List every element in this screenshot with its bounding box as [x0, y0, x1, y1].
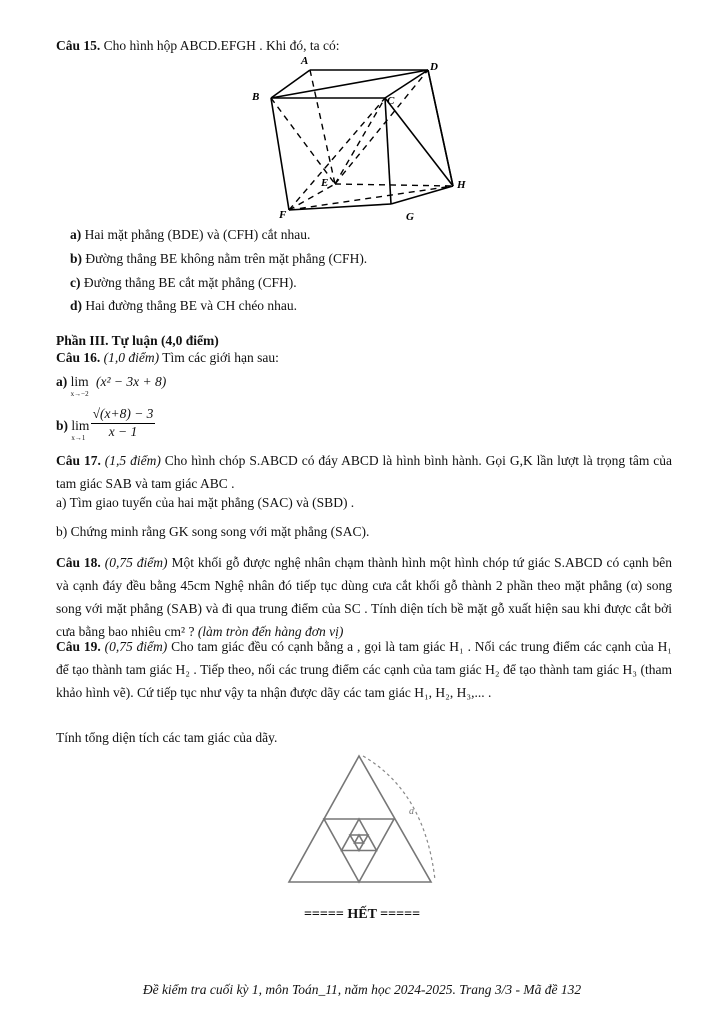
page-footer: Đề kiểm tra cuối kỳ 1, môn Toán_11, năm học 2024-2025. Trang 3/3 - Mã đề 132 — [142, 982, 582, 997]
label-G: G — [406, 211, 414, 223]
q16b-lim-sub: x→1 — [71, 434, 86, 442]
q19-ask: Tính tổng diện tích các tam giác của dãy. — [56, 730, 278, 745]
label-D: D — [430, 61, 438, 73]
q15-option-c: c) Đường thẳng BE cắt mặt phẳng (CFH). — [70, 275, 297, 290]
parallelepiped-figure — [245, 52, 475, 224]
q16a-expr: (x² − 3x + 8) — [96, 374, 167, 389]
q16b-lim: lim — [71, 418, 90, 433]
q16-part-b: b) lim x→1 — [56, 418, 90, 442]
q15-title: Câu 15. — [56, 38, 101, 53]
q15-option-b: b) Đường thẳng BE không nằm trên mặt phẳng (CFH). — [70, 251, 368, 266]
q15-option-d: d) Hai đường thẳng BE và CH chéo nhau. — [70, 298, 298, 313]
q16b-fraction — [91, 406, 155, 440]
q16-part-a: a) lim x→−2 (x² − 3x + 8) — [56, 374, 167, 398]
q15-option-a: a) Hai mặt phẳng (BDE) và (CFH) cắt nhau. — [70, 227, 311, 242]
nested-triangles-figure — [285, 752, 445, 888]
label-E: E — [321, 177, 329, 189]
q19-stem: Câu 19. (0,75 điểm) Cho tam giác đều có cạnh bằng a , gọi là tam giác H₁ . Nối các trung điểm các cạnh của H₁ để tạo thành tam giác H₂ . Tiếp theo, nối các trung điểm các cạnh của tam giác H₂ để tạo thành tam giác H₃ (tham khảo hình vẽ). Cứ tiếp tục như vậy ta nhận được dãy các tam giác H₁, H₂, H₃,... . — [56, 639, 673, 700]
q17-stem: Câu 17. (1,5 điểm) Cho hình chóp S.ABCD có đáy ABCD là hình bình hành. Gọi G,K lần lượt là trọng tâm của tam giác SAB và tam giác ABC . — [56, 453, 673, 491]
q16-stem: Câu 16. (1,0 điểm) Tìm các giới hạn sau: — [56, 350, 279, 365]
q18-note: (làm tròn đến hàng đơn vị) — [197, 624, 344, 639]
label-B: B — [252, 91, 260, 103]
q17-part-b: b) Chứng minh rằng GK song song với mặt phẳng (SAC). — [56, 524, 370, 539]
label-H: H — [457, 179, 466, 191]
q16b-denominator: x − 1 — [108, 424, 138, 439]
end-marker: ===== HẾT ===== — [303, 907, 421, 922]
label-F: F — [279, 209, 287, 221]
label-C: C — [387, 95, 395, 107]
q15-text: Cho hình hộp ABCD.EFGH . Khi đó, ta có: — [103, 38, 340, 53]
q17-part-a: a) Tìm giao tuyến của hai mặt phẳng (SAC) và (SBD) . — [56, 495, 355, 510]
label-A: A — [301, 55, 309, 67]
part3-title: Phần III. Tự luận (4,0 điểm) — [56, 333, 219, 348]
q19-fig-label: a — [409, 806, 414, 817]
q16b-numerator: √(x+8) − 3 — [91, 406, 155, 424]
q18-stem: Câu 18. (0,75 điểm) Một khối gỗ được nghệ nhân chạm thành hình một hình chóp tứ giác S.ABCD có cạnh bên và cạnh đáy đều bằng 45cm Nghệ nhân đó tiếp tục dùng cưa cắt khối gỗ thành 2 phần theo mặt phẳng (α) song song với mặt phẳng (SAB) và đi qua trung điểm của SC . Tính diện tích bề mặt gỗ xuất hiện sau khi được cắt bởi cưa bằng bao nhiêu cm² ? (làm tròn đến hàng đơn vị) — [56, 555, 673, 639]
q16a-lim: lim — [70, 374, 89, 389]
q16a-lim-sub: x→−2 — [70, 390, 89, 398]
